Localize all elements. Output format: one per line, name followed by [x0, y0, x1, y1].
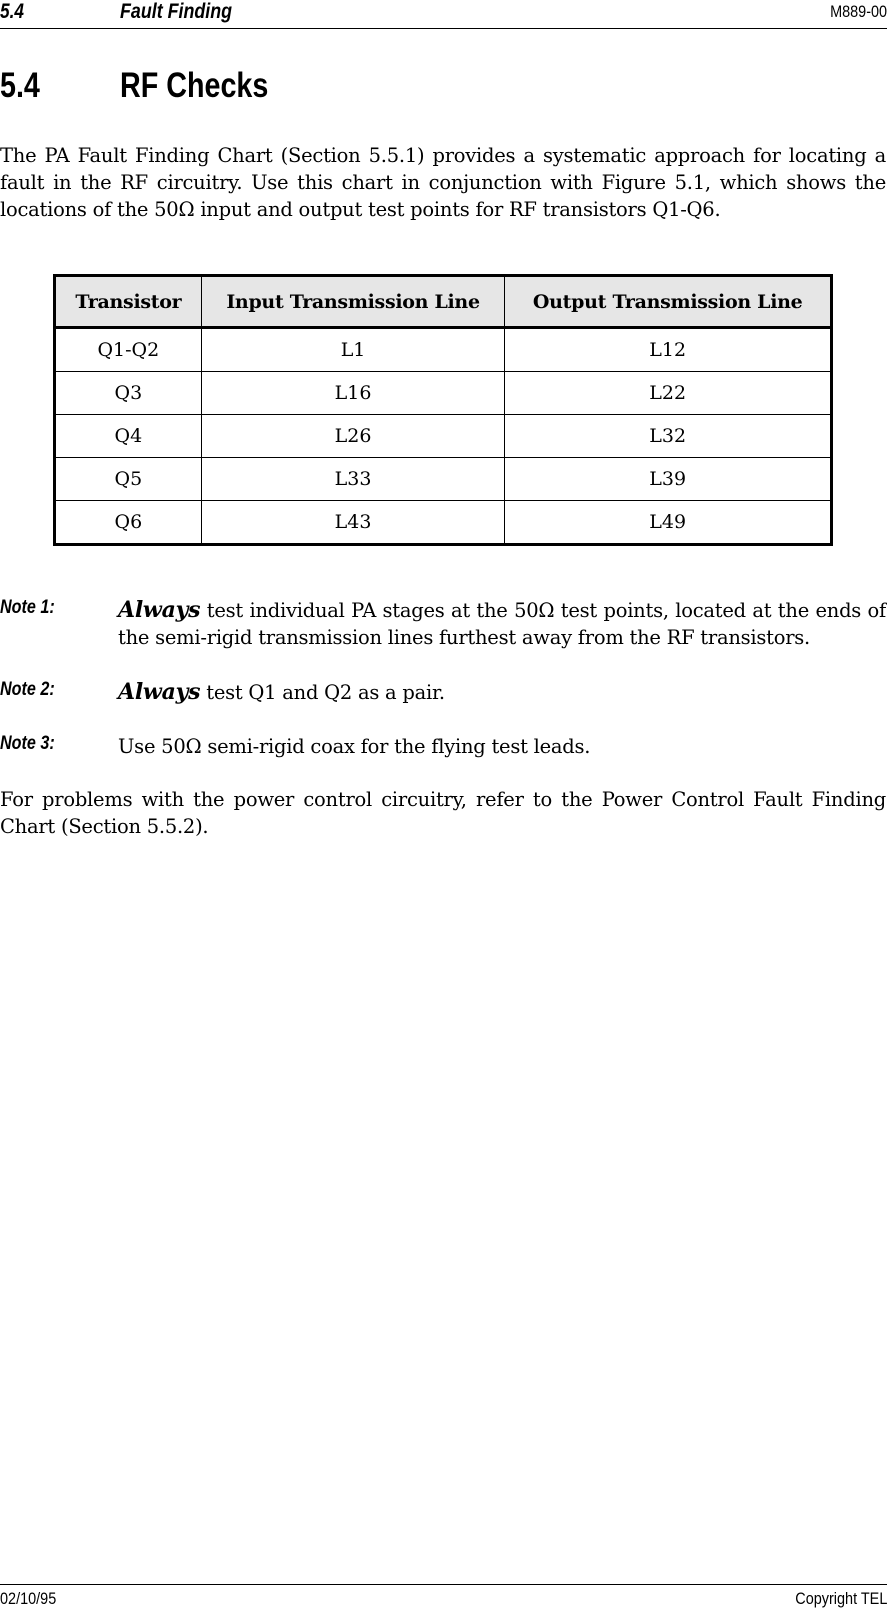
footer-date: 02/10/95	[0, 1589, 57, 1608]
outro-paragraph: For problems with the power control circuitry, refer to the Power Control Fault Finding Chart (Section 5.5.2).	[0, 788, 886, 838]
table-row	[55, 328, 832, 372]
note-text	[118, 597, 886, 651]
cell-input-line: L33	[201, 458, 505, 501]
cell-input-line: L1	[201, 328, 505, 372]
cell-input-line: L26	[201, 415, 505, 458]
cell-output-line: L12	[505, 328, 832, 372]
cell-transistor: Q5	[55, 458, 202, 501]
cell-input-line: L16	[201, 372, 505, 415]
header-doc-number: M889-00	[829, 2, 887, 21]
note-body: Use 50Ω semi-rigid coax for the flying test leads.	[118, 735, 591, 758]
table-row	[55, 372, 832, 415]
note-emphasis: Always	[118, 679, 201, 705]
header-section-title: Fault Finding	[120, 0, 233, 23]
page-header	[0, 0, 887, 29]
note-label: Note 1:	[0, 597, 55, 618]
note-label: Note 3:	[0, 733, 55, 754]
table-header-row	[55, 276, 832, 328]
note-body: test individual PA stages at the 50Ω test points, located at the ends of the semi-rigid transmission lines furthest away from the RF transistors.	[118, 599, 886, 649]
cell-output-line: L22	[505, 372, 832, 415]
cell-input-line: L43	[201, 501, 505, 545]
table-row	[55, 458, 832, 501]
cell-transistor: Q6	[55, 501, 202, 545]
cell-output-line: L32	[505, 415, 832, 458]
note-emphasis: Always	[118, 597, 201, 623]
page-footer	[0, 1584, 887, 1612]
table-row	[55, 501, 832, 545]
note-label: Note 2:	[0, 679, 55, 700]
cell-transistor: Q3	[55, 372, 202, 415]
column-header-output-line: Output Transmission Line	[505, 276, 832, 328]
cell-transistor: Q4	[55, 415, 202, 458]
column-header-input-line: Input Transmission Line	[201, 276, 505, 328]
header-section-number: 5.4	[0, 0, 24, 23]
cell-output-line: L39	[505, 458, 832, 501]
heading-title: RF Checks	[120, 66, 269, 105]
footer-copyright: Copyright TEL	[794, 1589, 887, 1608]
column-header-transistor: Transistor	[55, 276, 202, 328]
cell-transistor: Q1-Q2	[55, 328, 202, 372]
transistor-table	[53, 274, 833, 546]
intro-paragraph: The PA Fault Finding Chart (Section 5.5.1) provides a systematic approach for locating a fault in the RF circuitry. Use this chart in conjunction with Figure 5.1, which shows the locations of the 50Ω input and output test points for RF transistors Q1-Q6.	[0, 144, 886, 221]
note-body: test Q1 and Q2 as a pair.	[200, 681, 445, 704]
note-text	[118, 733, 886, 760]
note-text	[118, 679, 886, 706]
cell-output-line: L49	[505, 501, 832, 545]
heading-number: 5.4	[0, 66, 40, 105]
table-row	[55, 415, 832, 458]
